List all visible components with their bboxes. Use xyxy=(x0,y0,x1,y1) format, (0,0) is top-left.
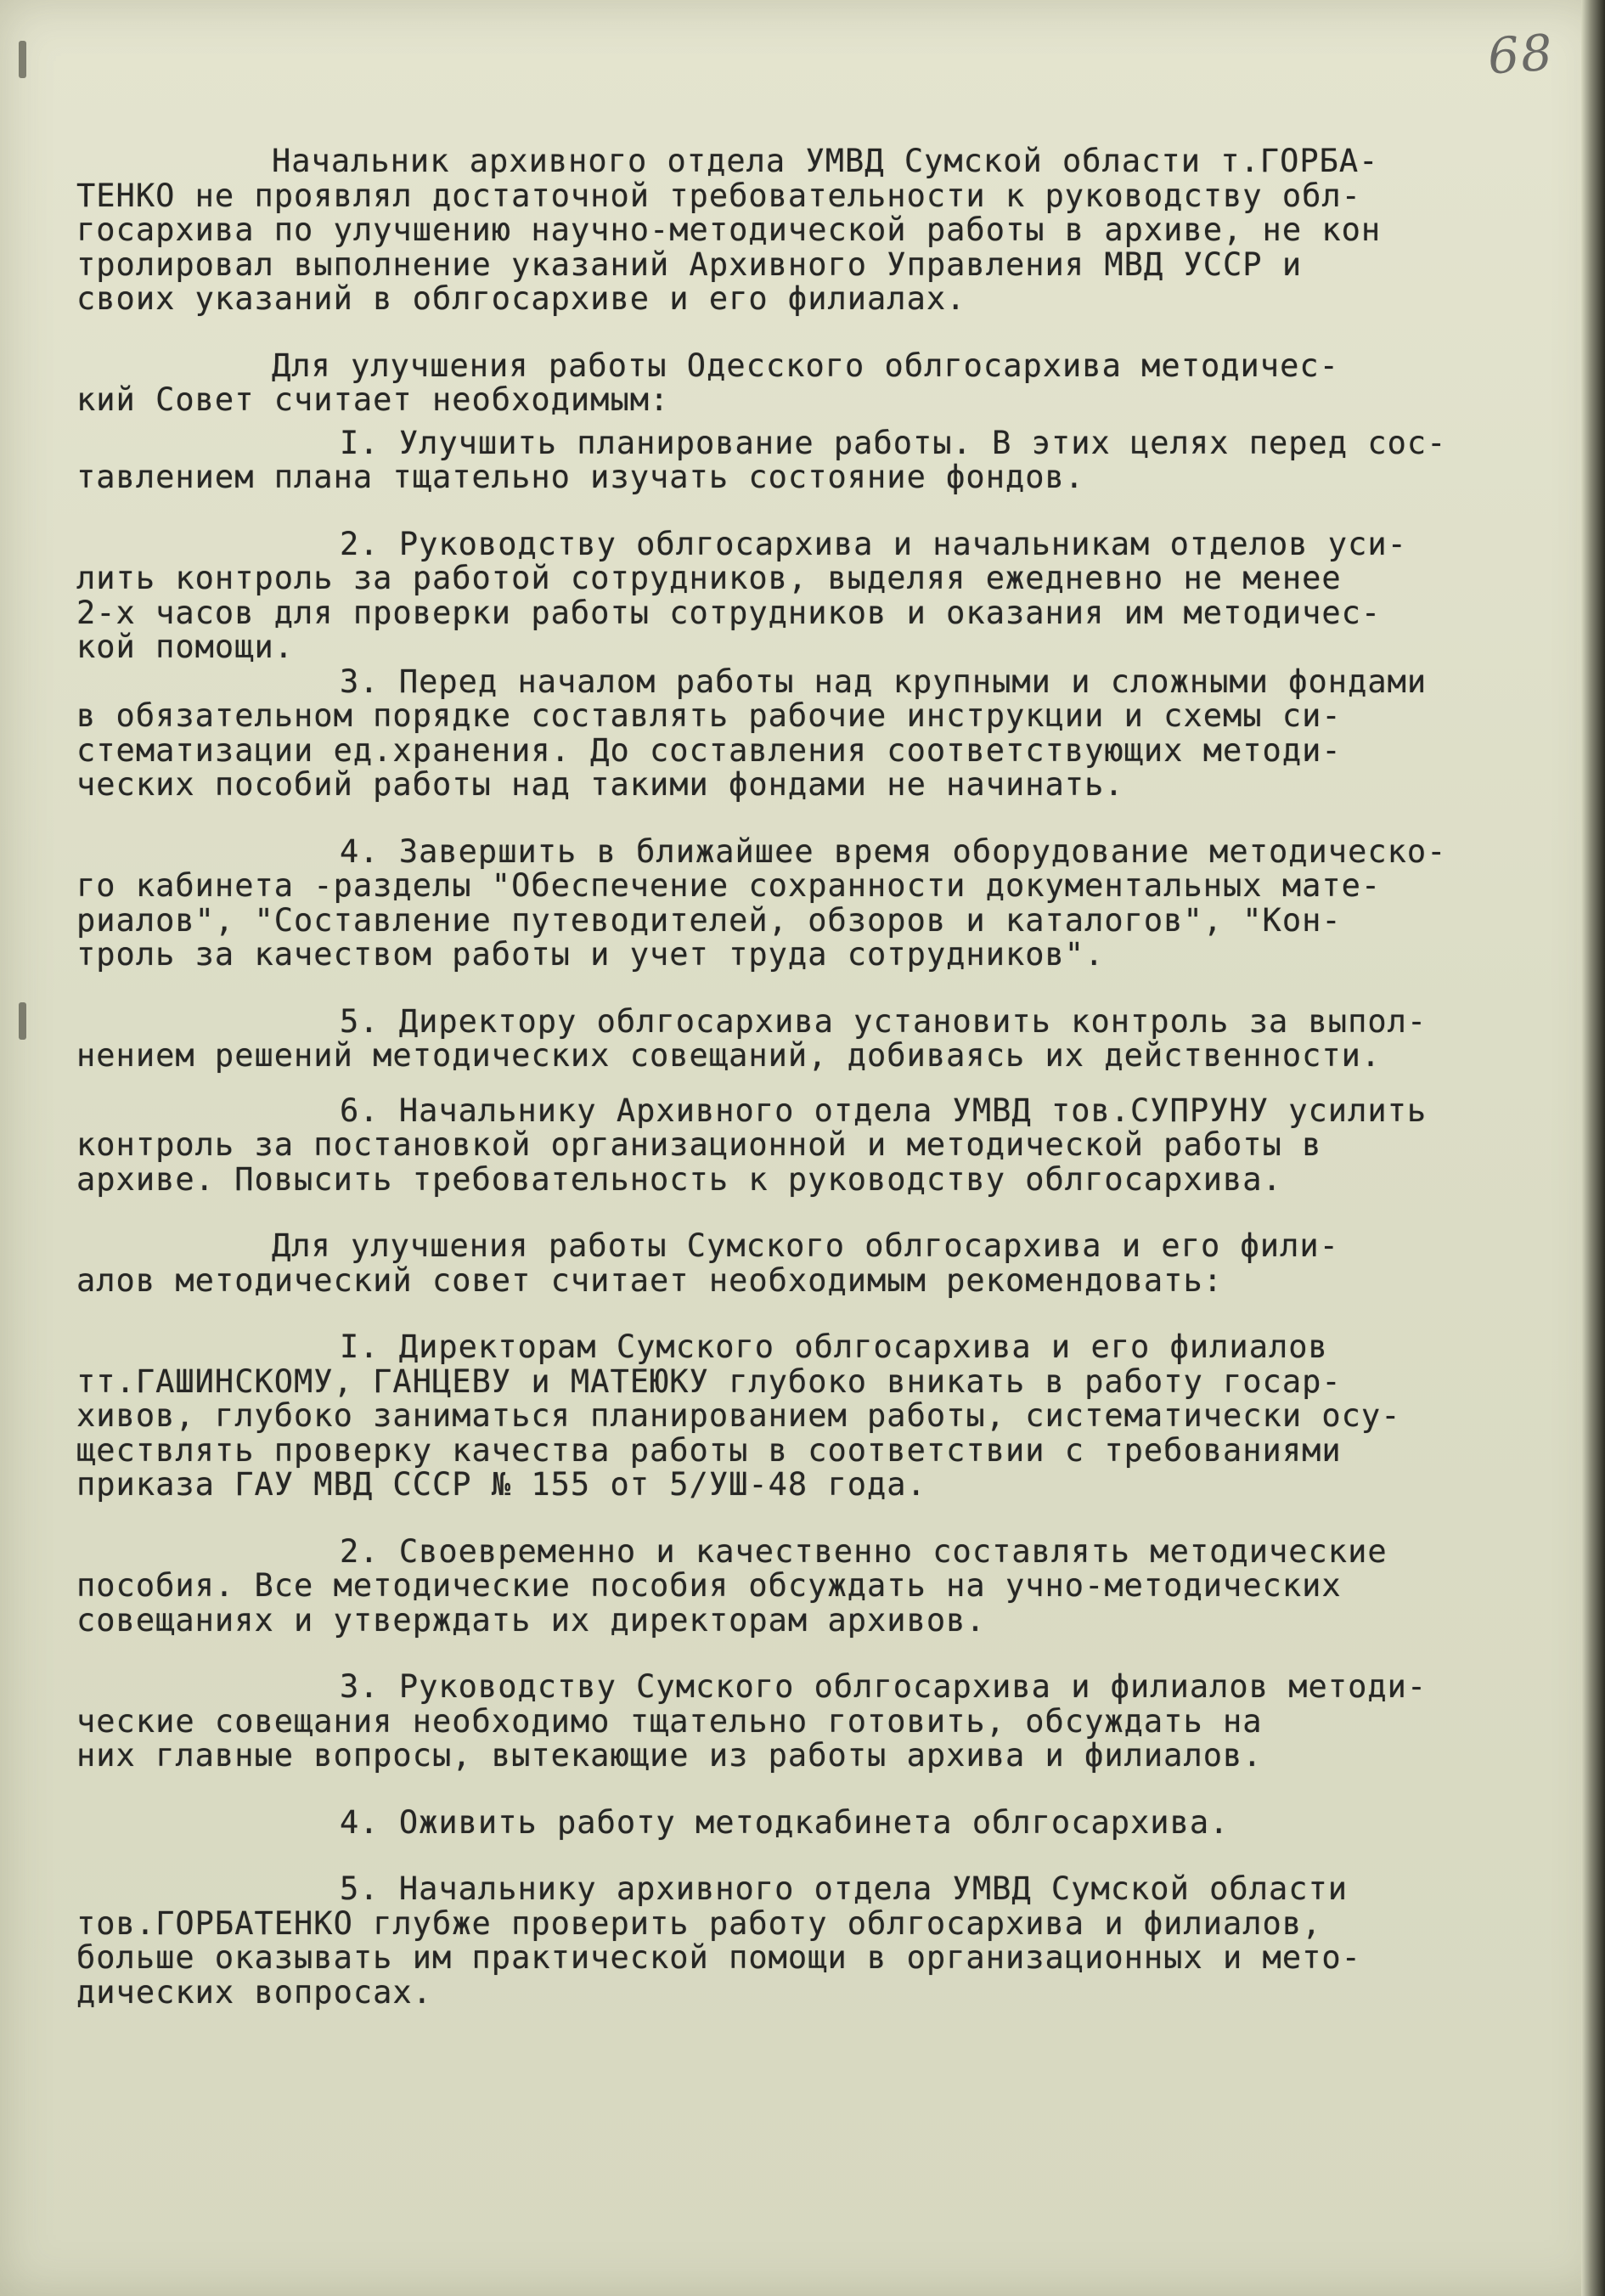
text-line: 3. Руководству Сумского облгосархива и филиалов методи- xyxy=(340,1668,1428,1705)
text-line: 5. Начальнику архивного отдела УМВД Сумской области xyxy=(340,1870,1349,1907)
text-line: в обязательном порядке составлять рабочие инструкции и схемы си- xyxy=(76,697,1342,734)
text-line: тролировал выполнение указаний Архивного Управления МВД УССР и xyxy=(76,245,1303,283)
text-line: 2. Своевременно и качественно составлять методические xyxy=(340,1532,1388,1570)
odessa-item-6 xyxy=(76,1094,1571,1198)
text-line: алов методический совет считает необходимым рекомендовать: xyxy=(76,1261,1224,1299)
text-line: тт.ГАШИНСКОМУ, ГАНЦЕВУ и МАТЕЮКУ глубоко вникать в работу госар- xyxy=(76,1362,1342,1400)
paragraph-sumy-intro xyxy=(76,1229,1571,1298)
folio-number: 68 xyxy=(1485,23,1557,86)
text-line: пособия. Все методические пособия обсуждать на учно-методических xyxy=(76,1567,1342,1604)
text-line: 2. Руководству облгосархива и начальникам отделов уси- xyxy=(340,525,1407,562)
text-line: госархива по улучшению научно-методической работы в архиве, не кон xyxy=(76,212,1382,248)
text-line: Для улучшения работы Сумского облгосархива и его фили- xyxy=(272,1227,1339,1264)
text-line: нением решений методических совещаний, добиваясь их действенности. xyxy=(76,1037,1382,1074)
text-line: хивов, глубоко заниматься планированием работы, систематически осу- xyxy=(76,1397,1401,1434)
text-line: ческие совещания необходимо тщательно готовить, обсуждать на xyxy=(76,1702,1263,1740)
sumy-item-5 xyxy=(76,1872,1571,2010)
text-line: них главные вопросы, вытекающие из работы архива и филиалов. xyxy=(76,1737,1263,1774)
paragraph-gorbatenko-criticism xyxy=(76,144,1571,317)
text-line: кой помощи. xyxy=(76,629,295,665)
text-line: кий Совет считает необходимым: xyxy=(76,381,670,418)
binding-hole-mark xyxy=(19,1002,26,1040)
text-line: приказа ГАУ МВД СССР № 155 от 5/УШ-48 года. xyxy=(76,1466,926,1503)
sumy-item-3 xyxy=(76,1670,1571,1774)
text-line: 5. Директору облгосархива установить контроль за выпол- xyxy=(340,1002,1428,1040)
text-line: 4. Оживить работу методкабинета облгосархива. xyxy=(340,1803,1230,1841)
odessa-item-3 xyxy=(76,665,1571,803)
text-line: I. Директорам Сумского облгосархива и его филиалов xyxy=(340,1329,1328,1365)
text-line: больше оказывать им практической помощи в организационных и мето- xyxy=(76,1939,1361,1976)
sumy-item-2 xyxy=(76,1532,1571,1639)
text-line: тов.ГОРБАТЕНКО глубже проверить работу облгосархива и филиалов, xyxy=(76,1904,1322,1942)
text-line: риалов", "Составление путеводителей, обзоров и каталогов", "Кон- xyxy=(76,901,1342,939)
page-edge-shadow xyxy=(1581,0,1605,2296)
text-line: ТЕНКО не проявлял достаточной требовательности к руководству обл- xyxy=(76,177,1361,214)
binding-hole-mark xyxy=(19,41,26,78)
text-line: архиве. Повысить требовательность к руководству облгосархива. xyxy=(76,1160,1282,1198)
paragraph-odessa-intro xyxy=(76,349,1571,418)
text-line: своих указаний в облгосархиве и его филиалах. xyxy=(76,280,966,317)
odessa-item-1 xyxy=(76,426,1571,495)
text-line: го кабинета -разделы "Обеспечение сохранности документальных мате- xyxy=(76,867,1382,904)
odessa-item-2 xyxy=(76,527,1571,665)
text-line: контроль за постановкой организационной и методической работы в xyxy=(76,1126,1322,1163)
text-line: ческих пособий работы над такими фондами не начинать. xyxy=(76,766,1124,803)
odessa-item-4 xyxy=(76,832,1571,973)
text-line: стематизации ед.хранения. До составления соответствующих методи- xyxy=(76,731,1342,769)
text-line: 6. Начальнику Архивного отдела УМВД тов.СУПРУНУ усилить xyxy=(340,1092,1428,1129)
sumy-item-1 xyxy=(76,1330,1571,1503)
text-line: ществлять проверку качества работы в соответствии с требованиями xyxy=(76,1431,1342,1469)
text-line: 4. Завершить в ближайшее время оборудование методическо- xyxy=(340,832,1447,870)
text-line: дических вопросах. xyxy=(76,1973,432,2011)
text-line: I. Улучшить планирование работы. В этих целях перед сос- xyxy=(340,424,1447,461)
text-line: тавлением плана тщательно изучать состояние фондов. xyxy=(76,459,1085,495)
document-body xyxy=(76,144,1571,2010)
text-line: Для улучшения работы Одесского облгосархива методичес- xyxy=(272,347,1339,384)
text-line: троль за качеством работы и учет труда сотрудников". xyxy=(76,936,1105,973)
text-line: Начальник архивного отдела УМВД Сумской области т.ГОРБА- xyxy=(272,143,1379,179)
text-line: 3. Перед началом работы над крупными и сложными фондами xyxy=(340,663,1428,700)
text-line: совещаниях и утверждать их директорам архивов. xyxy=(76,1601,986,1639)
text-line: лить контроль за работой сотрудников, выделяя ежедневно не менее xyxy=(76,560,1342,596)
sumy-item-4 xyxy=(76,1803,1571,1841)
odessa-item-5 xyxy=(76,1002,1571,1074)
text-line: 2-х часов для проверки работы сотрудников и оказания им методичес- xyxy=(76,594,1382,631)
